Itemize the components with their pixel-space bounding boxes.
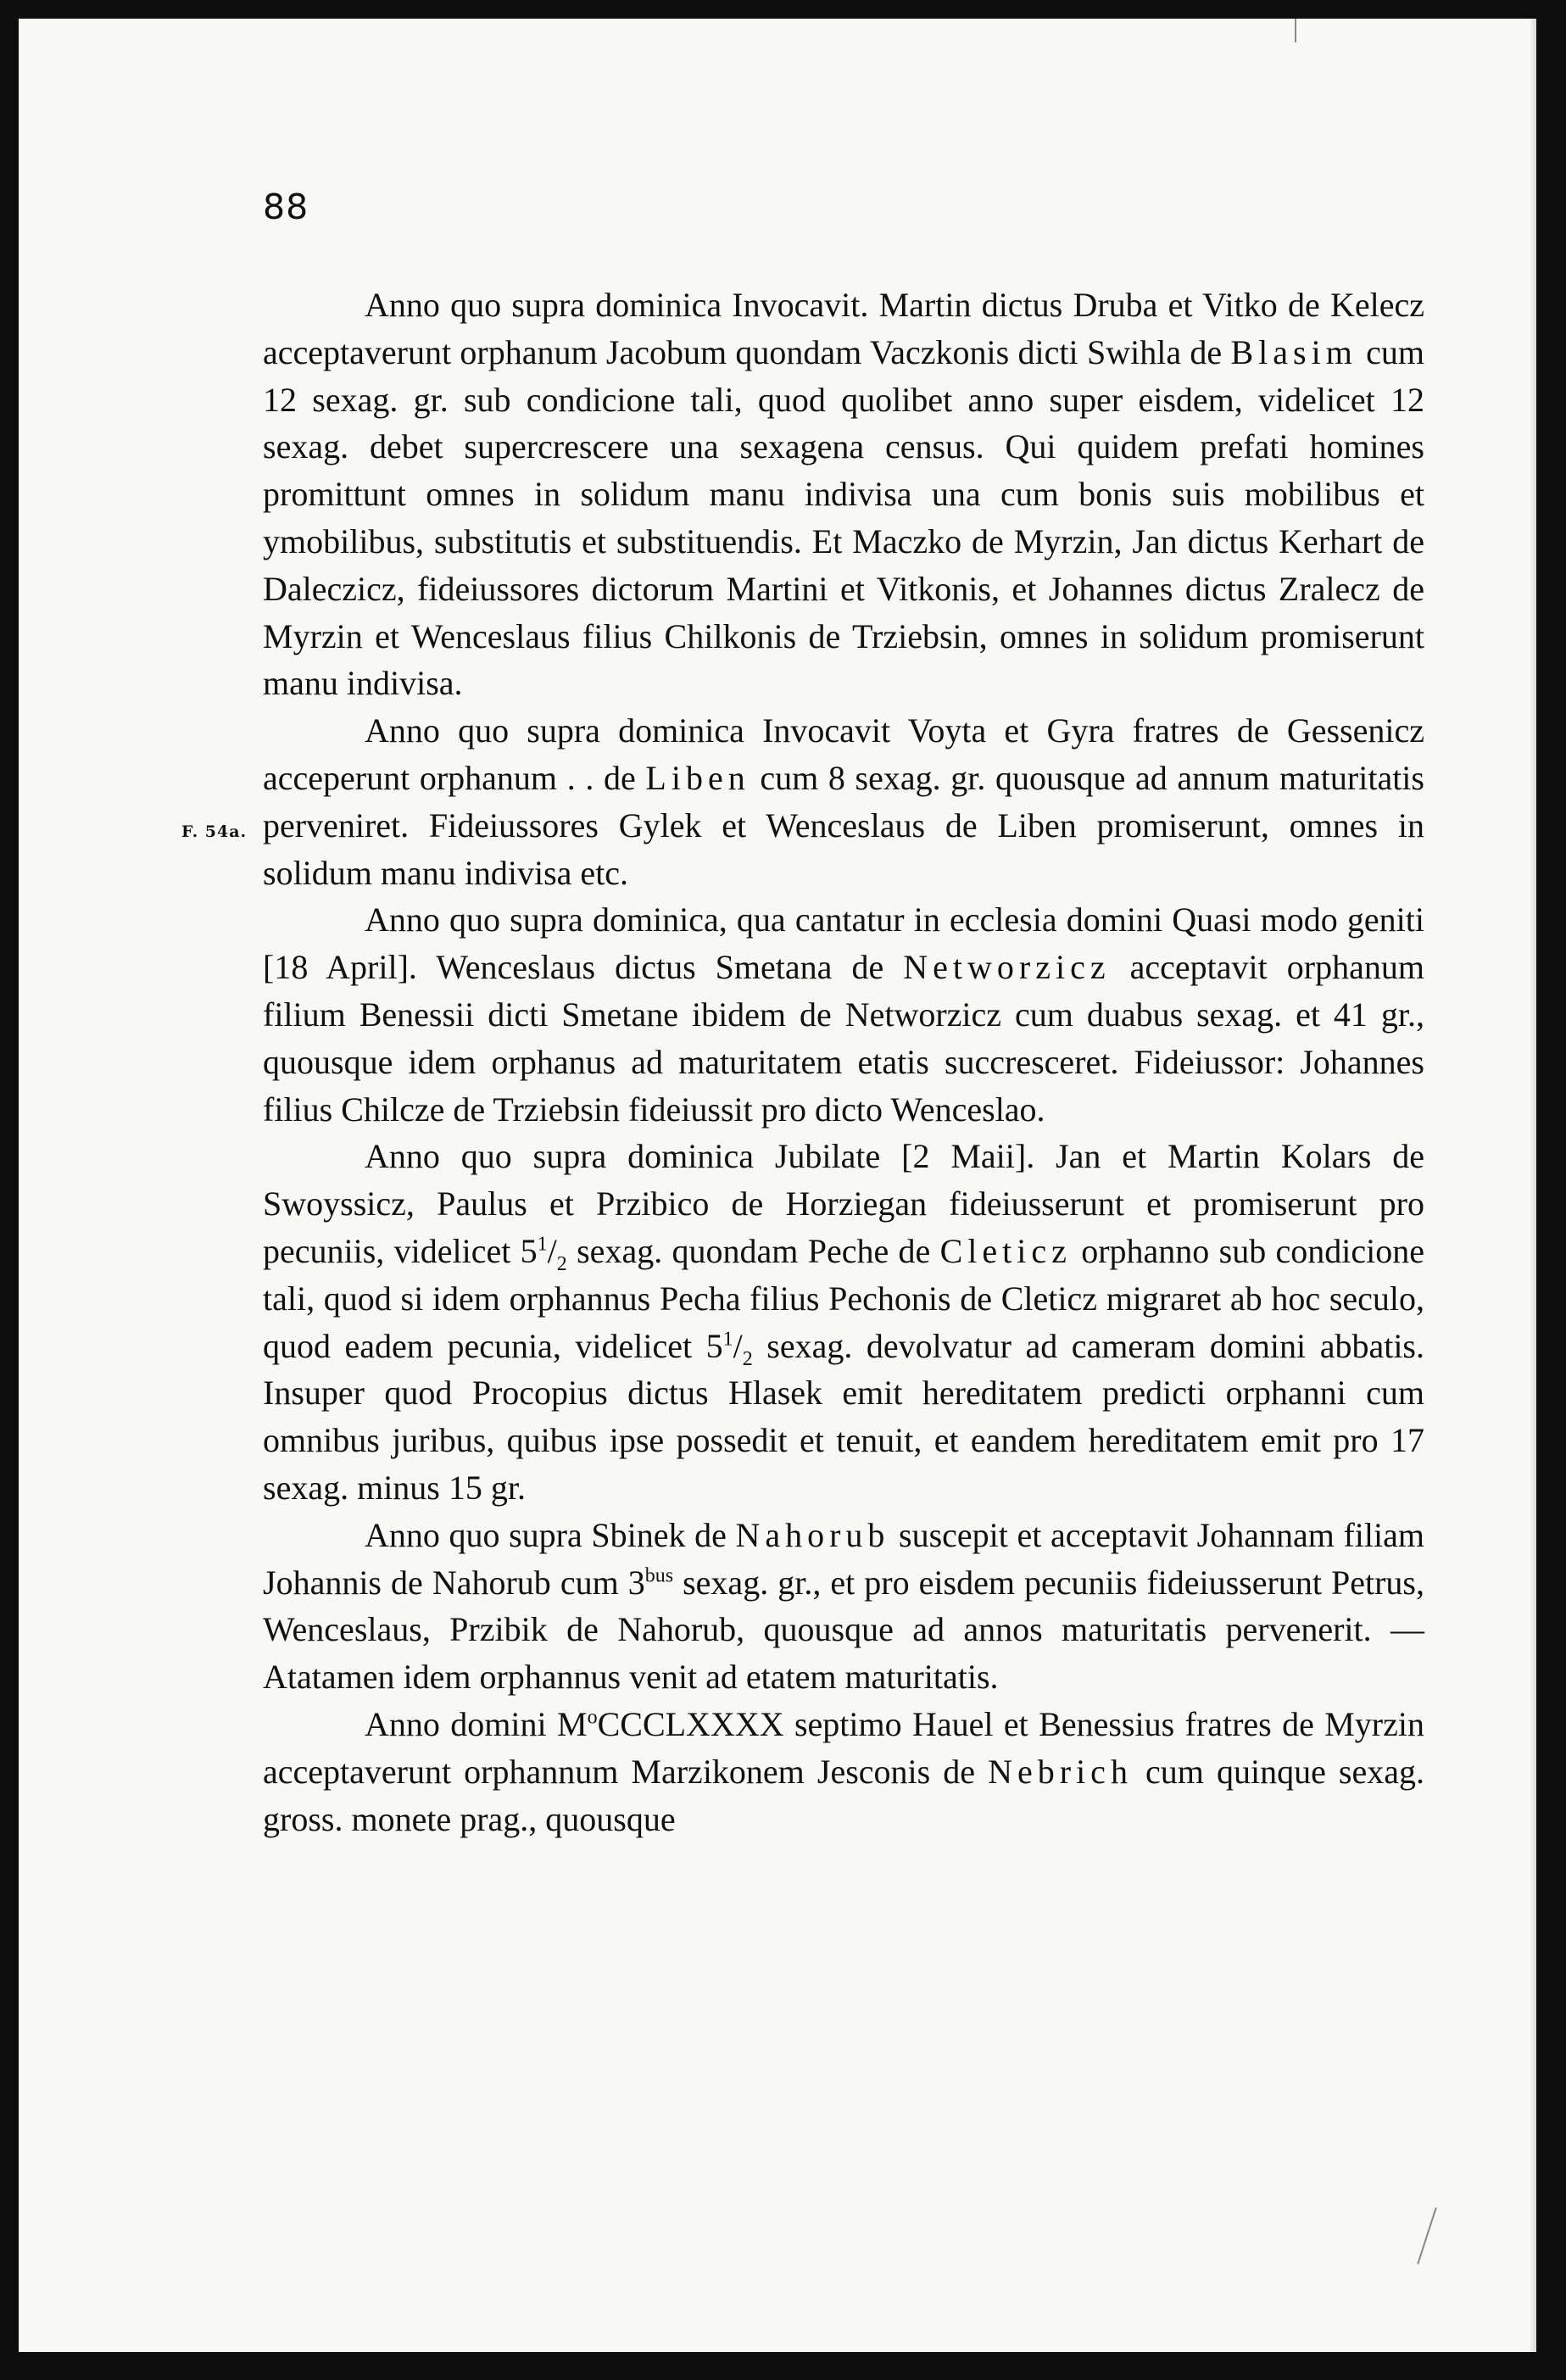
paragraph: Anno quo supra dominica Invocavit Voyta et Gyra fratres de Gessenicz acceperunt orphanum . . de Liben cum 8 sexag. gr. quousque ad annum maturitatis perveniret. Fideiussores Gylek et Wenceslaus de Liben promiserunt, omnes in solidum manu indivisa etc. (263, 711, 1424, 892)
paragraph: Anno domini $M^oCCCLXXXX$ septimo Hauel et Benessius fratres de Myrzin acceptaverunt orphannum Marzikonem Jesconis de Nebrich cum quinque sexag. gross. monete prag., quousque (263, 1704, 1424, 1838)
spaced-place-name: Liben (645, 758, 750, 797)
paragraph: Anno quo supra dominica, qua cantatur in ecclesia domini Quasi modo geniti [18 April]. Wenceslaus dictus Smetana de Networzicz acceptavit orphanum filium Benessii dicti Smetane ibidem de Networzicz cum duabus sexag. et 41 gr., quousque idem orphanus ad maturitatem etatis succresceret. Fideiussor: Johannes filius Chilcze de Trziebsin fideiussit pro dicto Wenceslao. (263, 900, 1424, 1129)
paragraph: Anno quo supra dominica Jubilate [2 Maii]. Jan et Martin Kolars de Swoyssicz, Paulus et Przibico de Horziegan fideiusserunt et promiserunt pro pecuniis, videlicet $5^1/_2$ sexag. quondam Peche de Cleticz orphanno sub condicione tali, quod si idem orphannus Pecha filius Pechonis de Cleticz migraret ab hoc seculo, quod eadem pecunia, videlicet $5^1/_2$ sexag. devolvatur ad cameram domini abbatis. Insuper quod Procopius dictus Hlasek emit hereditatem predicti orphanni cum omnibus juribus, quibus ipse possedit et tenuit, et eandem hereditatem emit pro 17 sexag. minus 15 gr. (263, 1137, 1425, 1507)
subscript: 2 (742, 1347, 753, 1370)
paragraph: Anno quo supra Sbinek de Nahorub suscepit et acceptavit Johannam filiam Johannis de Nahorub cum $3^{bus}$ sexag. gr., et pro eisdem pecuniis fideiusserunt Petrus, Wenceslaus, Przibik de Nahorub, quousque ad annos maturitatis pervenerit. — Atatamen idem orphannus venit ad etatem maturitatis. (263, 1515, 1424, 1697)
paragraph: Anno quo supra dominica Invocavit. Martin dictus Druba et Vitko de Kelecz acceptaverunt orphanum Jacobum quondam Vaczkonis dicti Swihla de Blasim cum 12 sexag. gr. sub condicione tali, quod quolibet anno super eisdem, videlicet 12 sexag. debet supercrescere una sexagena census. Qui quidem prefati homines promittunt omnes in solidum manu indivisa una cum bonis suis mobilibus et ymobilibus, substitutis et substituendis. Et Maczko de Myrzin, Jan dictus Kerhart de Daleczicz, fideiussores dictorum Martini et Vitkonis, et Johannes dictus Zralecz de Myrzin et Wenceslaus filius Chilkonis de Trziebsin, omnes in solidum promiserunt manu indivisa. (263, 286, 1424, 703)
page-number: 88 (263, 187, 309, 227)
spaced-place-name: Cleticz (939, 1231, 1072, 1270)
superscript: 1 (722, 1328, 733, 1351)
subscript: 2 (556, 1252, 567, 1275)
spaced-place-name: Nebrich (988, 1752, 1133, 1791)
spaced-place-name: Networzicz (903, 948, 1111, 987)
stray-pencil-mark (1417, 2207, 1437, 2264)
stray-pencil-mark (1295, 19, 1296, 42)
superscript: bus (644, 1564, 674, 1587)
body-text (263, 281, 1424, 1842)
book-page (19, 19, 1536, 2352)
superscript: o (587, 1706, 598, 1729)
page-edge-shadow (1530, 19, 1536, 2352)
spaced-place-name: Nahorub (735, 1515, 890, 1554)
spaced-place-name: Blasim (1230, 332, 1357, 371)
folio-margin-note: F. 54a. (181, 822, 248, 841)
superscript: 1 (537, 1233, 548, 1256)
